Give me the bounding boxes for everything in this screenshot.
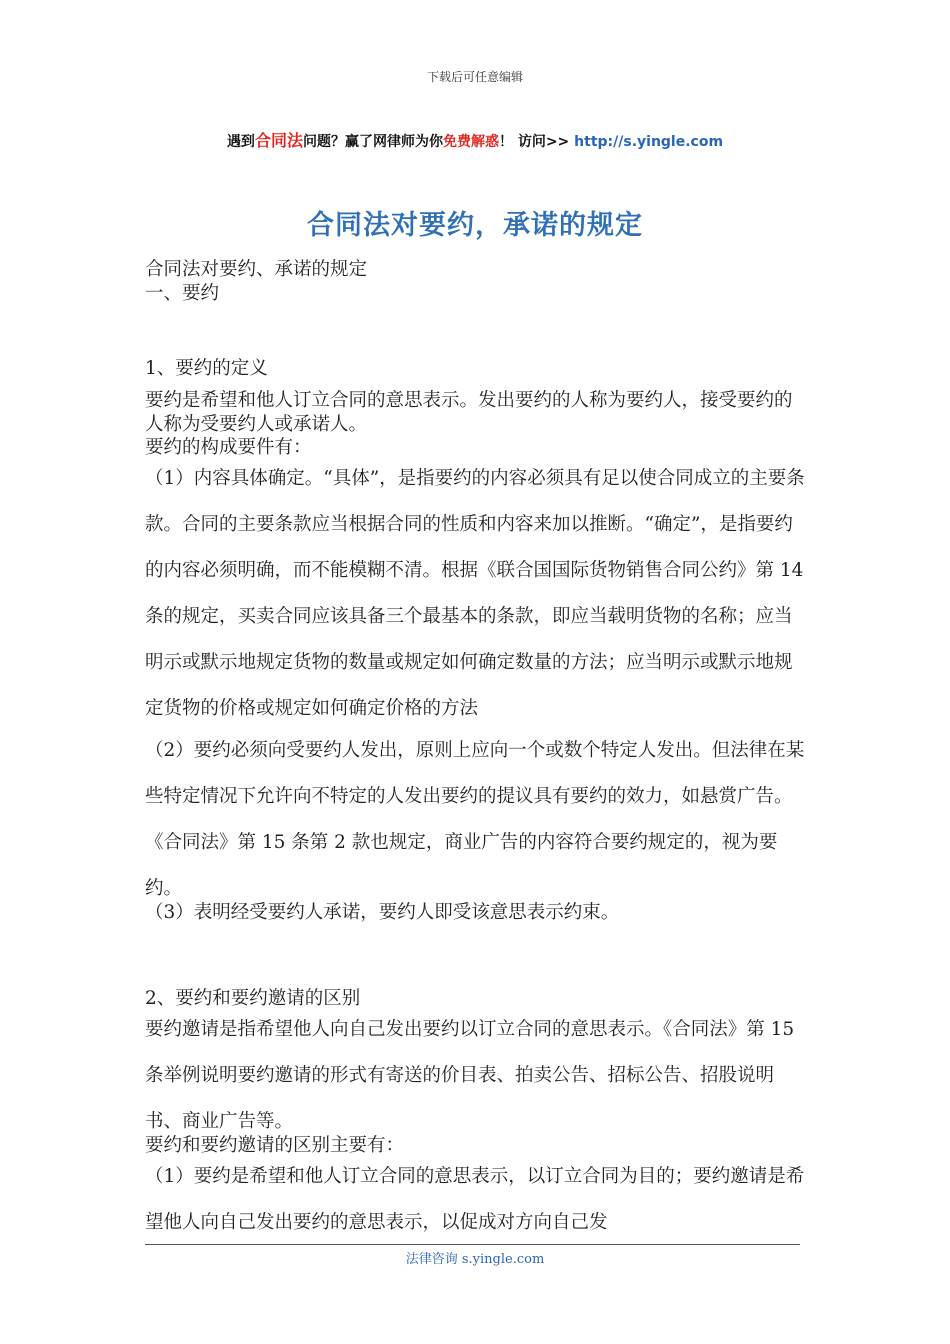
paragraph: 要约和要约邀请的区别主要有：	[145, 1134, 405, 1156]
paragraph: 要约邀请是指希望他人向自己发出要约以订立合同的意思表示。《合同法》第 15 条举例说明要约邀请的形式有寄送的价目表、拍卖公告、招标公告、招股说明书、商业广告等。	[145, 1018, 795, 1132]
document-title: 合同法对要约，承诺的规定	[307, 210, 643, 241]
promo-link[interactable]: http://s.yingle.com	[574, 134, 724, 150]
paragraph: 要约是希望和他人订立合同的意思表示。发出要约的人称为要约人，接受要约的人称为受要约人或承诺人。	[145, 390, 793, 435]
spacer	[145, 925, 810, 987]
subsection-heading: 1、要约的定义	[145, 358, 268, 380]
page-header: 下载后可任意编辑	[426, 70, 523, 84]
paragraph: （3）表明经受要约人承诺，要约人即受该意思表示约束。	[145, 902, 620, 924]
promo-text-3: ！ 访问>>	[498, 134, 575, 150]
promo-text-2: 问题？赢了网律师为你	[302, 134, 443, 150]
promo-highlight-contract-law: 合同法	[254, 131, 303, 150]
paragraph: （1）内容具体确定。“具体”，是指要约的内容必须具有足以使合同成立的主要条款。合同的主要条款应当根据合同的性质和内容来加以推断。“确定”，是指要约的内容必须明确，而不能模糊不清。根据《联合国国际货物销售合同公约》第 14 条的规定，买卖合同应该具备三个最基本的条款，即应当载明货物的名称；应当明示或默示地规定货物的数量或规定如何确定数量的方法；应当明示或默示地规定货物的价格或规定如何确定价格的方法	[145, 468, 805, 720]
document-body	[145, 258, 810, 1246]
paragraph: 要约的构成要件有：	[145, 437, 312, 459]
subsection-heading: 2、要约和要约邀请的区别	[145, 988, 361, 1010]
footer-link[interactable]: 法律咨询 s.yingle.com	[405, 1252, 545, 1267]
promo-text-1: 遇到	[226, 134, 255, 150]
spacer	[145, 305, 810, 357]
promo-highlight-free: 免费解惑	[442, 134, 499, 150]
paragraph: （1）要约是希望和他人订立合同的意思表示，以订立合同为目的；要约邀请是希望他人向自己发出要约的意思表示，以促成对方向自己发	[145, 1165, 805, 1233]
footer-divider	[145, 1244, 800, 1245]
paragraph: 合同法对要约、承诺的规定	[145, 259, 368, 280]
promo-banner	[0, 128, 950, 151]
section-heading: 一、要约	[145, 282, 220, 304]
paragraph: （2）要约必须向受要约人发出，原则上应向一个或数个特定人发出。但法律在某些特定情况下允许向不特定的人发出要约的提议具有要约的效力，如悬赏广告。《合同法》第 15 条第 2 款也规定，商业广告的内容符合要约规定的，视为要约。	[145, 740, 805, 900]
